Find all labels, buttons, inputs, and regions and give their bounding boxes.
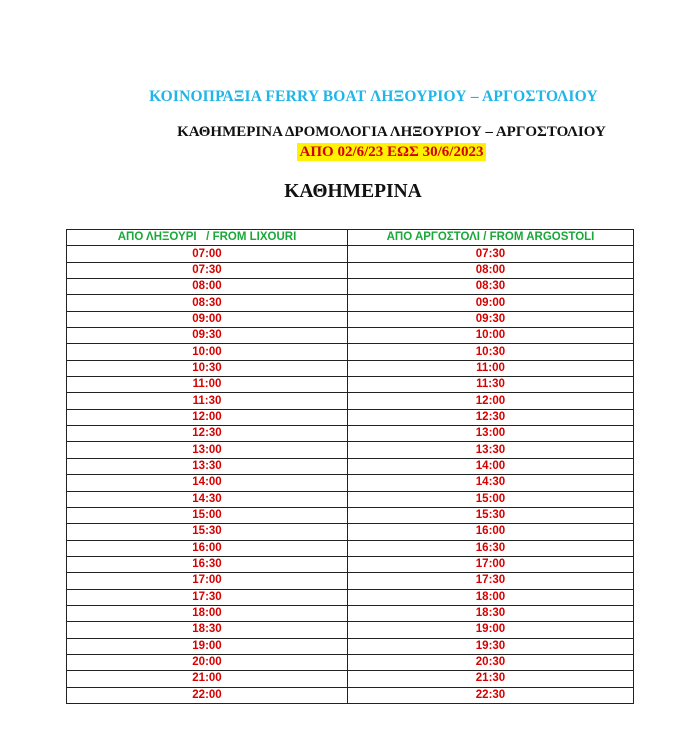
departure-lixouri-cell: 12:00 bbox=[67, 409, 348, 425]
table-row bbox=[67, 654, 634, 670]
table-row bbox=[67, 491, 634, 507]
departure-argostoli-cell: 12:30 bbox=[348, 409, 634, 425]
table-row bbox=[67, 458, 634, 474]
departure-lixouri-cell: 14:00 bbox=[67, 475, 348, 491]
table-row bbox=[67, 556, 634, 572]
departure-argostoli-cell: 16:00 bbox=[348, 524, 634, 540]
departure-argostoli-cell: 11:00 bbox=[348, 360, 634, 376]
table-row bbox=[67, 377, 634, 393]
departure-argostoli-cell: 11:30 bbox=[348, 377, 634, 393]
departure-lixouri-cell: 08:30 bbox=[67, 295, 348, 311]
table-row bbox=[67, 393, 634, 409]
departure-argostoli-cell: 22:30 bbox=[348, 687, 634, 703]
departure-argostoli-cell: 12:00 bbox=[348, 393, 634, 409]
departure-argostoli-cell: 08:30 bbox=[348, 279, 634, 295]
schedule-table bbox=[66, 229, 634, 704]
departure-lixouri-cell: 16:00 bbox=[67, 540, 348, 556]
departure-lixouri-cell: 22:00 bbox=[67, 687, 348, 703]
date-range-container bbox=[0, 143, 697, 161]
departure-argostoli-cell: 13:30 bbox=[348, 442, 634, 458]
departure-argostoli-cell: 10:00 bbox=[348, 328, 634, 344]
departure-argostoli-cell: 09:00 bbox=[348, 295, 634, 311]
table-row bbox=[67, 295, 634, 311]
table-row bbox=[67, 246, 634, 262]
departure-argostoli-cell: 14:30 bbox=[348, 475, 634, 491]
table-row bbox=[67, 540, 634, 556]
table-row bbox=[67, 524, 634, 540]
departure-argostoli-cell: 19:00 bbox=[348, 622, 634, 638]
schedule-body bbox=[67, 246, 634, 704]
table-row bbox=[67, 409, 634, 425]
departure-argostoli-cell: 15:00 bbox=[348, 491, 634, 507]
table-row bbox=[67, 328, 634, 344]
departure-argostoli-cell: 18:30 bbox=[348, 605, 634, 621]
departure-lixouri-cell: 18:00 bbox=[67, 605, 348, 621]
table-row bbox=[67, 360, 634, 376]
departure-lixouri-cell: 10:30 bbox=[67, 360, 348, 376]
departure-lixouri-cell: 21:00 bbox=[67, 671, 348, 687]
departure-argostoli-cell: 08:00 bbox=[348, 262, 634, 278]
departure-lixouri-cell: 07:30 bbox=[67, 262, 348, 278]
table-row bbox=[67, 589, 634, 605]
table-row bbox=[67, 311, 634, 327]
table-row bbox=[67, 507, 634, 523]
table-row bbox=[67, 475, 634, 491]
departure-lixouri-cell: 16:30 bbox=[67, 556, 348, 572]
departure-argostoli-cell: 07:30 bbox=[348, 246, 634, 262]
departure-lixouri-cell: 08:00 bbox=[67, 279, 348, 295]
departure-lixouri-cell: 11:30 bbox=[67, 393, 348, 409]
departure-lixouri-cell: 07:00 bbox=[67, 246, 348, 262]
departure-argostoli-cell: 09:30 bbox=[348, 311, 634, 327]
table-row bbox=[67, 426, 634, 442]
table-row bbox=[67, 605, 634, 621]
departure-argostoli-cell: 21:30 bbox=[348, 671, 634, 687]
departure-argostoli-cell: 10:30 bbox=[348, 344, 634, 360]
departure-lixouri-cell: 09:30 bbox=[67, 328, 348, 344]
departure-argostoli-cell: 17:30 bbox=[348, 573, 634, 589]
departure-lixouri-cell: 17:30 bbox=[67, 589, 348, 605]
departure-argostoli-cell: 20:30 bbox=[348, 654, 634, 670]
departure-argostoli-cell: 17:00 bbox=[348, 556, 634, 572]
column-header-from-argostoli: ΑΠΟ ΑΡΓΟΣΤΟΛΙ / FROM ARGOSTOLI bbox=[348, 230, 634, 246]
schedule-title: ΚΑΘΗΜΕΡΙΝΑ ΔΡΟΜΟΛΟΓΙΑ ΛΗΞΟΥΡΙΟΥ – ΑΡΓΟΣΤΟΛΙΟΥ bbox=[177, 124, 606, 140]
departure-lixouri-cell: 09:00 bbox=[67, 311, 348, 327]
departure-lixouri-cell: 20:00 bbox=[67, 654, 348, 670]
departure-argostoli-cell: 18:00 bbox=[348, 589, 634, 605]
departure-argostoli-cell: 14:00 bbox=[348, 458, 634, 474]
table-row bbox=[67, 344, 634, 360]
table-row bbox=[67, 442, 634, 458]
departure-lixouri-cell: 15:00 bbox=[67, 507, 348, 523]
departure-lixouri-cell: 10:00 bbox=[67, 344, 348, 360]
table-row bbox=[67, 279, 634, 295]
departure-argostoli-cell: 13:00 bbox=[348, 426, 634, 442]
table-row bbox=[67, 262, 634, 278]
departure-lixouri-cell: 19:00 bbox=[67, 638, 348, 654]
company-title: ΚΟΙΝΟΠΡΑΞΙΑ FERRY BOAT ΛΗΞΟΥΡΙΟΥ – ΑΡΓΟΣΤΟΛΙΟΥ bbox=[149, 88, 598, 105]
column-header-from-lixouri: ΑΠΟ ΛΗΞΟΥΡΙ / FROM LIXOURI bbox=[67, 230, 348, 246]
table-row bbox=[67, 573, 634, 589]
date-range: ΑΠΟ 02/6/23 ΕΩΣ 30/6/2023 bbox=[297, 143, 487, 161]
departure-lixouri-cell: 17:00 bbox=[67, 573, 348, 589]
departure-lixouri-cell: 13:00 bbox=[67, 442, 348, 458]
departure-argostoli-cell: 19:30 bbox=[348, 638, 634, 654]
table-header-row bbox=[67, 230, 634, 246]
daily-heading: ΚΑΘΗΜΕΡΙΝΑ bbox=[284, 181, 422, 202]
table-row bbox=[67, 671, 634, 687]
departure-lixouri-cell: 14:30 bbox=[67, 491, 348, 507]
table-row bbox=[67, 638, 634, 654]
departure-lixouri-cell: 18:30 bbox=[67, 622, 348, 638]
departure-lixouri-cell: 13:30 bbox=[67, 458, 348, 474]
departure-argostoli-cell: 16:30 bbox=[348, 540, 634, 556]
table-row bbox=[67, 622, 634, 638]
departure-argostoli-cell: 15:30 bbox=[348, 507, 634, 523]
departure-lixouri-cell: 11:00 bbox=[67, 377, 348, 393]
departure-lixouri-cell: 12:30 bbox=[67, 426, 348, 442]
departure-lixouri-cell: 15:30 bbox=[67, 524, 348, 540]
table-row bbox=[67, 687, 634, 703]
